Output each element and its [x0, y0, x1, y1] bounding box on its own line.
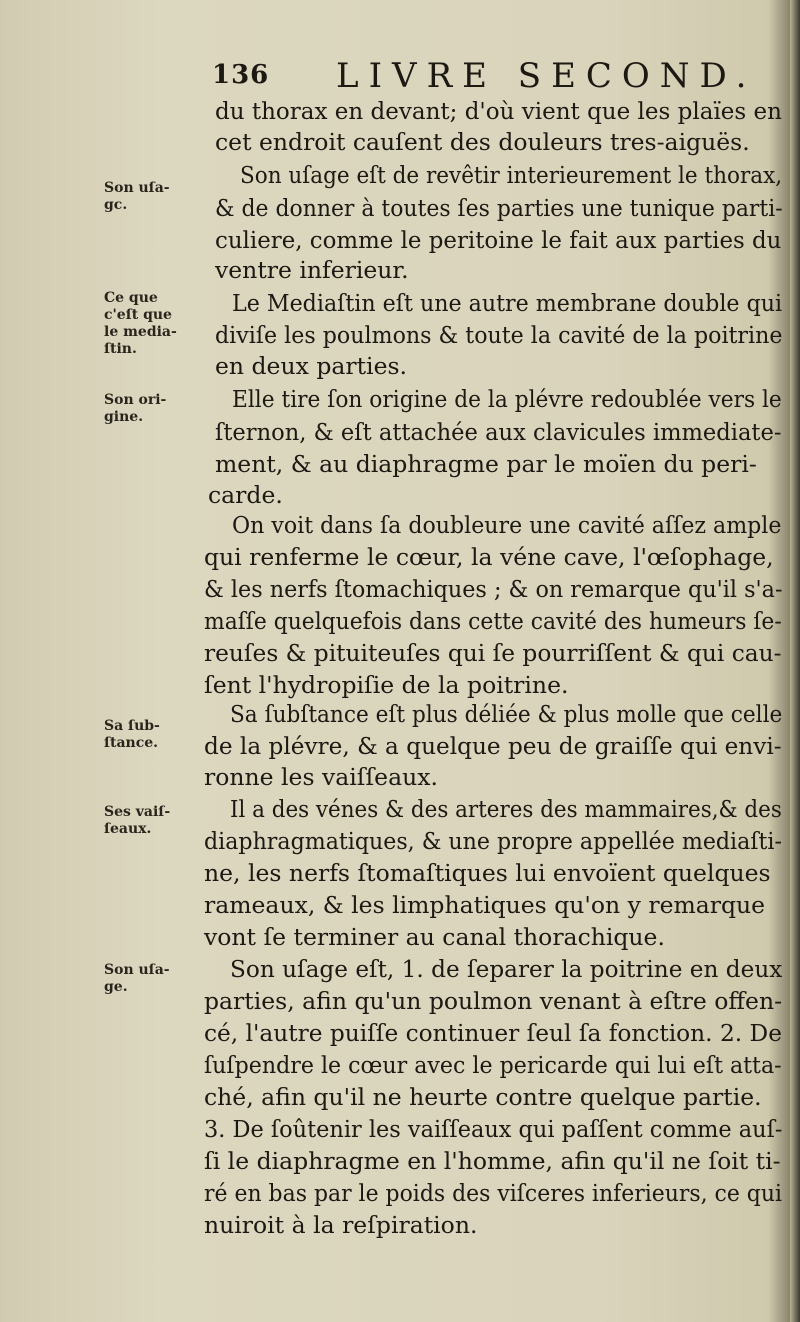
margin-note-line: Ses vaiſ- — [104, 804, 171, 820]
margin-note-line: Son ori- — [104, 392, 167, 408]
margin-note-mediastin — [104, 290, 204, 358]
margin-note-origin — [104, 392, 204, 426]
margin-note-line: le media- — [104, 324, 177, 340]
text-line: du thorax en devant; d'où vient que les plaïes en — [215, 97, 782, 125]
text-line: ventre inferieur. — [215, 256, 409, 284]
margin-note-line: c'eſt que — [104, 307, 172, 323]
margin-note-line: Ce que — [104, 290, 158, 306]
margin-note-line: ſeaux. — [104, 821, 152, 837]
text-line: carde. — [208, 481, 283, 509]
margin-note-line: gc. — [104, 197, 128, 213]
text-line: Sa ſubſtance eſt plus déliée & plus molle que celle — [230, 700, 783, 728]
text-line: culiere, comme le peritoine le fait aux parties du — [215, 226, 782, 254]
text-line: diaphragmatiques, & une propre appellée mediaſti- — [204, 827, 782, 855]
text-line: 3. De ſoûtenir les vaiſſeaux qui paſſent comme auſ- — [204, 1115, 783, 1143]
text-line: Son uſage eſt, 1. de ſeparer la poitrine en deux — [230, 955, 783, 983]
text-line: ſi le diaphragme en l'homme, afin qu'il ne ſoit ti- — [204, 1147, 781, 1175]
running-title: LIVRE SECOND. — [336, 56, 757, 96]
margin-note-line: ſtance. — [104, 735, 159, 751]
margin-note-line: ſtin. — [104, 341, 137, 357]
text-line: reuſes & pituiteuſes qui ſe pourriſſent & qui cau- — [204, 639, 782, 667]
text-line: cé, l'autre puiſſe continuer ſeul ſa fonction. 2. De — [204, 1019, 782, 1047]
text-line: ſuſpendre le cœur avec le pericarde qui lui eſt atta- — [204, 1051, 782, 1079]
text-line: rameaux, & les limphatiques qu'on y remarque — [204, 891, 766, 919]
text-line: & les nerfs ſtomachiques ; & on remarque qu'il s'a- — [204, 575, 783, 603]
text-line: maſſe quelquefois dans cette cavité des humeurs ſe- — [204, 607, 782, 635]
text-line: & de donner à toutes ſes parties une tunique parti- — [215, 194, 783, 222]
text-line: ſent l'hydropiſie de la poitrine. — [204, 671, 569, 699]
text-line: Le Mediaſtin eſt une autre membrane double qui — [232, 289, 783, 317]
margin-note-vessels — [104, 804, 204, 838]
text-line: ré en bas par le poids des viſceres inferieurs, ce qui — [204, 1179, 783, 1207]
text-line: cet endroit cauſent des douleurs tres-aiguës. — [215, 128, 750, 156]
margin-note-line: Sa ſub- — [104, 718, 160, 734]
text-line: nuiroit à la reſpiration. — [204, 1211, 478, 1239]
margin-note-line: gine. — [104, 409, 144, 425]
text-line: de la plévre, & a quelque peu de graiſſe qui envi- — [204, 732, 782, 760]
margin-note-line: Son uſa- — [104, 962, 170, 978]
text-line: Il a des vénes & des arteres des mammaires,& des — [230, 795, 782, 823]
text-line: qui renferme le cœur, la véne cave, l'œſophage, — [204, 543, 774, 571]
text-line: ſternon, & eſt attachée aux clavicules immediate- — [215, 418, 782, 446]
text-line: parties, afin qu'un poulmon venant à eſtre offen- — [204, 987, 783, 1015]
text-line: Son uſage eſt de revêtir interieurement le thorax, — [240, 161, 783, 189]
text-line: Elle tire ſon origine de la plévre redoublée vers le — [232, 385, 782, 413]
text-line: ne, les nerfs ſtomaſtiques lui envoïent quelques — [204, 859, 771, 887]
text-line: diviſe les poulmons & toute la cavité de la poitrine — [215, 321, 783, 349]
text-line: On voit dans ſa doubleure une cavité aſſez ample — [232, 511, 782, 539]
text-line: vont ſe terminer au canal thorachique. — [204, 923, 665, 951]
page-edge-shadow — [790, 0, 800, 1322]
margin-note-line: ge. — [104, 979, 128, 995]
margin-note-usage-2 — [104, 962, 204, 996]
text-line: en deux parties. — [215, 352, 408, 380]
text-line: ché, afin qu'il ne heurte contre quelque partie. — [204, 1083, 762, 1111]
margin-note-substance — [104, 718, 204, 752]
margin-note-line: Son uſa- — [104, 180, 170, 196]
text-line: ronne les vaiſſeaux. — [204, 763, 438, 791]
page-header — [212, 54, 772, 98]
text-line: ment, & au diaphragme par le moïen du peri- — [215, 450, 757, 478]
margin-note-usage — [104, 180, 204, 214]
page-number: 136 — [212, 60, 270, 90]
